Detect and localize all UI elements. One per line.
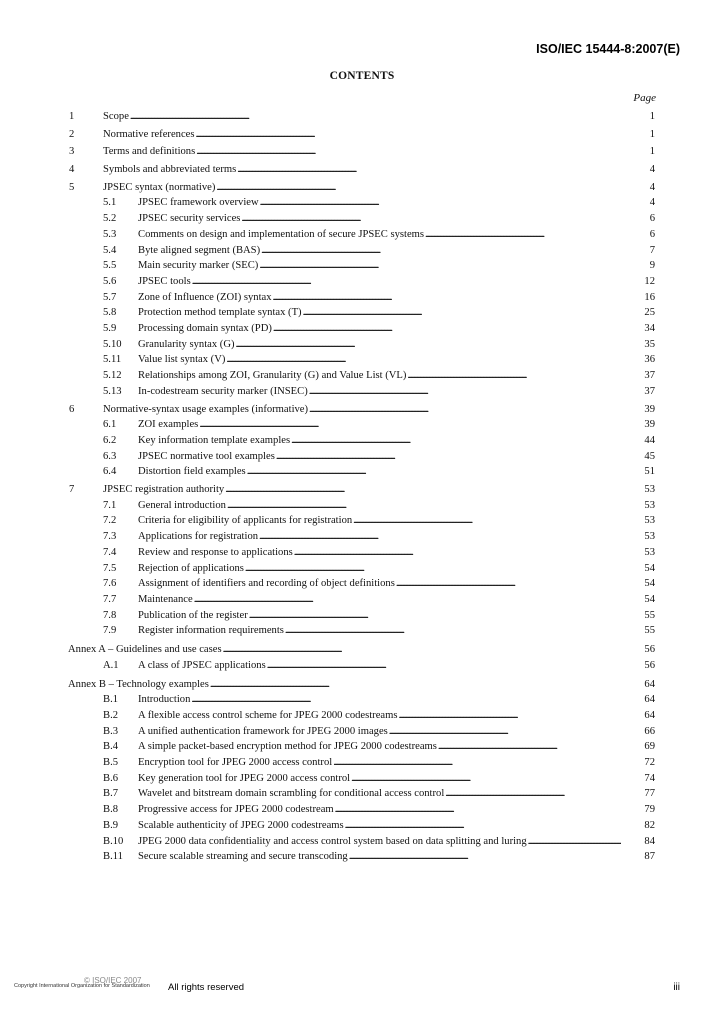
toc-entry-number: 6	[69, 404, 75, 415]
toc-leader-dots	[261, 244, 621, 258]
toc-entry-page: 4	[649, 197, 655, 208]
toc-entry-page: 37	[644, 370, 655, 381]
toc-entry-page: 69	[644, 741, 655, 752]
toc-entry-number: 7.7	[103, 594, 117, 605]
toc-entry	[0, 128, 724, 142]
toc-leader-dots	[247, 465, 621, 479]
toc-entry-title: Key generation tool for JPEG 2000 access control	[138, 773, 351, 784]
toc-leader-dots	[226, 353, 621, 367]
footer-page-number: iii	[673, 982, 680, 993]
toc-entry	[0, 291, 724, 305]
toc-entry	[0, 434, 724, 448]
toc-entry-page: 35	[644, 339, 655, 350]
toc-entry	[0, 322, 724, 336]
toc-entry-title: A class of JPSEC applications	[138, 660, 266, 671]
toc-entry-title: Byte aligned segment (BAS)	[138, 245, 261, 256]
toc-entry	[0, 338, 724, 352]
toc-entry-number: 5.9	[103, 323, 117, 334]
toc-entry-number: B.4	[103, 741, 119, 752]
toc-leader-dots	[309, 385, 621, 399]
toc-entry-title: Secure scalable streaming and secure transcoding	[138, 851, 348, 862]
toc-entry-title: Progressive access for JPEG 2000 codestream	[138, 804, 334, 815]
toc-entry-title: Processing domain syntax (PD)	[138, 323, 272, 334]
toc-leader-dots	[294, 546, 621, 560]
toc-entry-title: Symbols and abbreviated terms	[103, 164, 237, 175]
page-title: CONTENTS	[329, 70, 395, 82]
toc-entry-page: 39	[644, 404, 655, 415]
toc-entry-number: 4	[69, 164, 75, 175]
toc-entry-page: 84	[644, 836, 655, 847]
toc-leader-dots	[216, 181, 621, 195]
toc-entry-number: 7.2	[103, 515, 117, 526]
toc-entry-title: Annex B – Technology examples	[68, 679, 209, 690]
toc-entry-number: B.10	[103, 836, 124, 847]
toc-leader-dots	[259, 530, 621, 544]
toc-leader-dots	[195, 128, 621, 142]
toc-entry-title: Terms and definitions	[103, 146, 196, 157]
toc-entry-title: Annex A – Guidelines and use cases	[68, 644, 222, 655]
toc-entry-page: 87	[644, 851, 655, 862]
toc-entry-number: 7.5	[103, 563, 117, 574]
toc-entry-number: 1	[69, 111, 75, 122]
toc-entry-number: 6.1	[103, 419, 117, 430]
toc-entry-title: A unified authentication framework for JPEG 2000 images	[138, 726, 388, 737]
toc-entry-page: 1	[649, 146, 655, 157]
toc-entry-title: JPSEC framework overview	[138, 197, 259, 208]
toc-entry-number: B.8	[103, 804, 119, 815]
toc-entry-page: 44	[644, 435, 655, 446]
toc-entry-page: 64	[644, 679, 655, 690]
toc-entry-page: 51	[644, 466, 655, 477]
toc-entry-title: Scalable authenticity of JPEG 2000 codestreams	[138, 820, 344, 831]
toc-entry-page: 1	[649, 111, 655, 122]
toc-leader-dots	[191, 693, 621, 707]
toc-leader-dots	[273, 291, 621, 305]
toc-leader-dots	[349, 850, 621, 864]
toc-entry-title: JPEG 2000 data confidentiality and access control system based on data splitting and luring	[138, 836, 527, 847]
toc-entry-title: Main security marker (SEC)	[138, 260, 259, 271]
toc-entry-page: 53	[644, 547, 655, 558]
toc-entry-page: 45	[644, 451, 655, 462]
toc-entry-number: 6.4	[103, 466, 117, 477]
toc-entry-title: A simple packet-based encryption method for JPEG 2000 codestreams	[138, 741, 437, 752]
toc-entry-title: Publication of the register	[138, 610, 248, 621]
toc-entry	[0, 577, 724, 591]
toc-entry-number: B.2	[103, 710, 119, 721]
toc-entry-title: Value list syntax (V)	[138, 354, 226, 365]
toc-entry	[0, 369, 724, 383]
toc-entry-number: B.6	[103, 773, 119, 784]
toc-entry-page: 53	[644, 515, 655, 526]
toc-entry	[0, 110, 724, 124]
toc-leader-dots	[196, 145, 621, 159]
toc-entry	[0, 196, 724, 210]
toc-entry-title: Wavelet and bitstream domain scrambling for conditional access control	[138, 788, 445, 799]
toc-entry-title: JPSEC tools	[138, 276, 191, 287]
toc-entry	[0, 624, 724, 638]
toc-entry-page: 1	[649, 129, 655, 140]
toc-entry-page: 54	[644, 563, 655, 574]
toc-entry-page: 34	[644, 323, 655, 334]
toc-entry-title: Relationships among ZOI, Granularity (G) and Value List (VL)	[138, 370, 407, 381]
toc-entry-page: 77	[644, 788, 655, 799]
toc-entry-page: 36	[644, 354, 655, 365]
toc-leader-dots	[333, 756, 621, 770]
toc-leader-dots	[241, 212, 621, 226]
toc-entry-page: 79	[644, 804, 655, 815]
toc-entry-page: 25	[644, 307, 655, 318]
toc-leader-dots	[335, 803, 621, 817]
footer-copyright: Copyright International Organization for Standardization	[14, 983, 150, 989]
toc-entry-title: Introduction	[138, 694, 191, 705]
toc-entry	[0, 275, 724, 289]
toc-entry-title: Distortion field examples	[138, 466, 246, 477]
toc-entry	[0, 593, 724, 607]
toc-entry	[0, 212, 724, 226]
toc-leader-dots	[249, 609, 621, 623]
toc-entry-title: JPSEC security services	[138, 213, 241, 224]
toc-entry	[0, 228, 724, 242]
toc-entry-page: 6	[649, 213, 655, 224]
toc-leader-dots	[194, 593, 621, 607]
toc-entry-page: 64	[644, 710, 655, 721]
toc-entry-title: Zone of Influence (ZOI) syntax	[138, 292, 272, 303]
toc-entry-title: Protection method template syntax (T)	[138, 307, 302, 318]
toc-entry-title: A flexible access control scheme for JPEG 2000 codestreams	[138, 710, 398, 721]
document-id: ISO/IEC 15444-8:2007(E)	[536, 42, 680, 56]
toc-entry	[0, 181, 724, 195]
toc-entry-title: Rejection of applications	[138, 563, 244, 574]
toc-entry-page: 82	[644, 820, 655, 831]
toc-entry	[0, 259, 724, 273]
toc-leader-dots	[267, 659, 621, 673]
toc-entry-number: 5.4	[103, 245, 117, 256]
toc-entry-number: B.1	[103, 694, 119, 705]
toc-entry-title: JPSEC registration authority	[103, 484, 225, 495]
toc-leader-dots	[130, 110, 621, 124]
toc-entry-number: 6.3	[103, 451, 117, 462]
toc-entry-page: 9	[649, 260, 655, 271]
toc-entry-page: 4	[649, 182, 655, 193]
toc-entry-number: 7.6	[103, 578, 117, 589]
toc-entry	[0, 709, 724, 723]
toc-entry	[0, 483, 724, 497]
toc-entry-page: 64	[644, 694, 655, 705]
toc-entry-title: Review and response to applications	[138, 547, 293, 558]
toc-entry-title: Comments on design and implementation of secure JPSEC systems	[138, 229, 425, 240]
toc-entry	[0, 418, 724, 432]
toc-entry-number: B.3	[103, 726, 119, 737]
toc-entry-page: 56	[644, 644, 655, 655]
toc-leader-dots	[528, 835, 621, 849]
toc-entry-title: ZOI examples	[138, 419, 199, 430]
toc-leader-dots	[285, 624, 621, 638]
toc-entry-title: Normative references	[103, 129, 195, 140]
toc-entry	[0, 803, 724, 817]
toc-entry-title: Encryption tool for JPEG 2000 access control	[138, 757, 333, 768]
toc-entry-number: 7.8	[103, 610, 117, 621]
toc-leader-dots	[396, 577, 621, 591]
footer-rights: All rights reserved	[168, 982, 245, 993]
toc-leader-dots	[260, 196, 621, 210]
toc-entry-number: B.5	[103, 757, 119, 768]
toc-entry	[0, 693, 724, 707]
toc-entry-number: 7	[69, 484, 75, 495]
toc-entry-number: 7.9	[103, 625, 117, 636]
toc-leader-dots	[225, 483, 621, 497]
toc-entry-number: 5.3	[103, 229, 117, 240]
toc-entry-number: 3	[69, 146, 75, 157]
toc-leader-dots	[398, 709, 621, 723]
toc-entry	[0, 772, 724, 786]
toc-entry	[0, 450, 724, 464]
toc-entry	[0, 306, 724, 320]
toc-leader-dots	[445, 787, 621, 801]
toc-entry-page: 53	[644, 500, 655, 511]
toc-entry	[0, 678, 724, 692]
toc-leader-dots	[407, 369, 621, 383]
toc-entry-page: 53	[644, 484, 655, 495]
toc-entry	[0, 465, 724, 479]
toc-entry-title: Register information requirements	[138, 625, 284, 636]
toc-entry-page: 39	[644, 419, 655, 430]
toc-entry-page: 56	[644, 660, 655, 671]
toc-entry-number: B.9	[103, 820, 119, 831]
toc-leader-dots	[309, 403, 621, 417]
toc-entry	[0, 403, 724, 417]
toc-entry	[0, 740, 724, 754]
toc-leader-dots	[353, 514, 621, 528]
toc-leader-dots	[236, 338, 622, 352]
toc-leader-dots	[438, 740, 621, 754]
toc-entry	[0, 835, 724, 849]
toc-leader-dots	[199, 418, 621, 432]
toc-entry-number: 5.2	[103, 213, 117, 224]
toc-entry-number: 7.4	[103, 547, 117, 558]
toc-entry-page: 7	[649, 245, 655, 256]
toc-entry	[0, 353, 724, 367]
toc-entry	[0, 609, 724, 623]
toc-entry	[0, 530, 724, 544]
toc-entry-number: 5.12	[103, 370, 122, 381]
toc-entry-title: JPSEC normative tool examples	[138, 451, 275, 462]
toc-entry-title: General introduction	[138, 500, 226, 511]
toc-leader-dots	[425, 228, 621, 242]
toc-entry	[0, 756, 724, 770]
toc-entry-title: Criteria for eligibility of applicants for registration	[138, 515, 353, 526]
toc-entry-title: Scope	[103, 111, 129, 122]
toc-entry-number: 5	[69, 182, 75, 193]
toc-entry-number: 5.10	[103, 339, 122, 350]
toc-entry-page: 16	[644, 292, 655, 303]
footer-iso-mark: © ISO/IEC 2007	[84, 976, 142, 985]
toc-leader-dots	[237, 163, 621, 177]
toc-entry-number: 5.6	[103, 276, 117, 287]
toc-entry-title: Applications for registration	[138, 531, 259, 542]
toc-entry-page: 66	[644, 726, 655, 737]
toc-leader-dots	[259, 259, 621, 273]
toc-entry-title: Assignment of identifiers and recording of object definitions	[138, 578, 395, 589]
toc-entry	[0, 643, 724, 657]
toc-entry-title: JPSEC syntax (normative)	[103, 182, 216, 193]
toc-leader-dots	[303, 306, 621, 320]
toc-entry	[0, 385, 724, 399]
toc-leader-dots	[273, 322, 621, 336]
toc-entry-number: 5.1	[103, 197, 117, 208]
toc-entry-page: 53	[644, 531, 655, 542]
toc-entry-page: 55	[644, 610, 655, 621]
toc-entry-number: A.1	[103, 660, 119, 671]
toc-entry-number: 5.7	[103, 292, 117, 303]
toc-entry-number: 7.1	[103, 500, 117, 511]
toc-leader-dots	[245, 562, 621, 576]
toc-entry-title: Key information template examples	[138, 435, 291, 446]
toc-leader-dots	[210, 678, 621, 692]
toc-entry-number: B.11	[103, 851, 123, 862]
toc-entry	[0, 514, 724, 528]
toc-entry-number: B.7	[103, 788, 119, 799]
toc-leader-dots	[227, 499, 621, 513]
toc-entry	[0, 546, 724, 560]
toc-entry-page: 37	[644, 386, 655, 397]
toc-leader-dots	[345, 819, 621, 833]
toc-entry-page: 74	[644, 773, 655, 784]
toc-leader-dots	[223, 643, 621, 657]
toc-entry-title: Maintenance	[138, 594, 193, 605]
toc-leader-dots	[192, 275, 621, 289]
toc-entry-number: 2	[69, 129, 75, 140]
toc-entry-page: 54	[644, 578, 655, 589]
toc-entry-number: 7.3	[103, 531, 117, 542]
toc-leader-dots	[351, 772, 621, 786]
toc-entry-page: 4	[649, 164, 655, 175]
toc-entry-title: In-codestream security marker (INSEC)	[138, 386, 308, 397]
toc-entry-number: 5.8	[103, 307, 117, 318]
toc-entry-title: Granularity syntax (G)	[138, 339, 235, 350]
page-column-label: Page	[633, 92, 656, 104]
toc-entry-page: 12	[644, 276, 655, 287]
toc-entry	[0, 850, 724, 864]
toc-entry-number: 6.2	[103, 435, 117, 446]
toc-entry-page: 54	[644, 594, 655, 605]
toc-leader-dots	[291, 434, 621, 448]
toc-leader-dots	[389, 725, 621, 739]
toc-entry	[0, 725, 724, 739]
toc-entry	[0, 787, 724, 801]
toc-entry-number: 5.5	[103, 260, 117, 271]
toc-entry	[0, 244, 724, 258]
toc-entry	[0, 659, 724, 673]
toc-entry	[0, 499, 724, 513]
toc-entry-number: 5.13	[103, 386, 122, 397]
toc-entry-title: Normative-syntax usage examples (informative)	[103, 404, 309, 415]
toc-entry-page: 6	[649, 229, 655, 240]
toc-leader-dots	[276, 450, 621, 464]
toc-entry-page: 55	[644, 625, 655, 636]
toc-entry-page: 72	[644, 757, 655, 768]
toc-entry	[0, 819, 724, 833]
toc-entry	[0, 145, 724, 159]
toc-entry	[0, 163, 724, 177]
toc-entry-number: 5.11	[103, 354, 122, 365]
toc-entry	[0, 562, 724, 576]
